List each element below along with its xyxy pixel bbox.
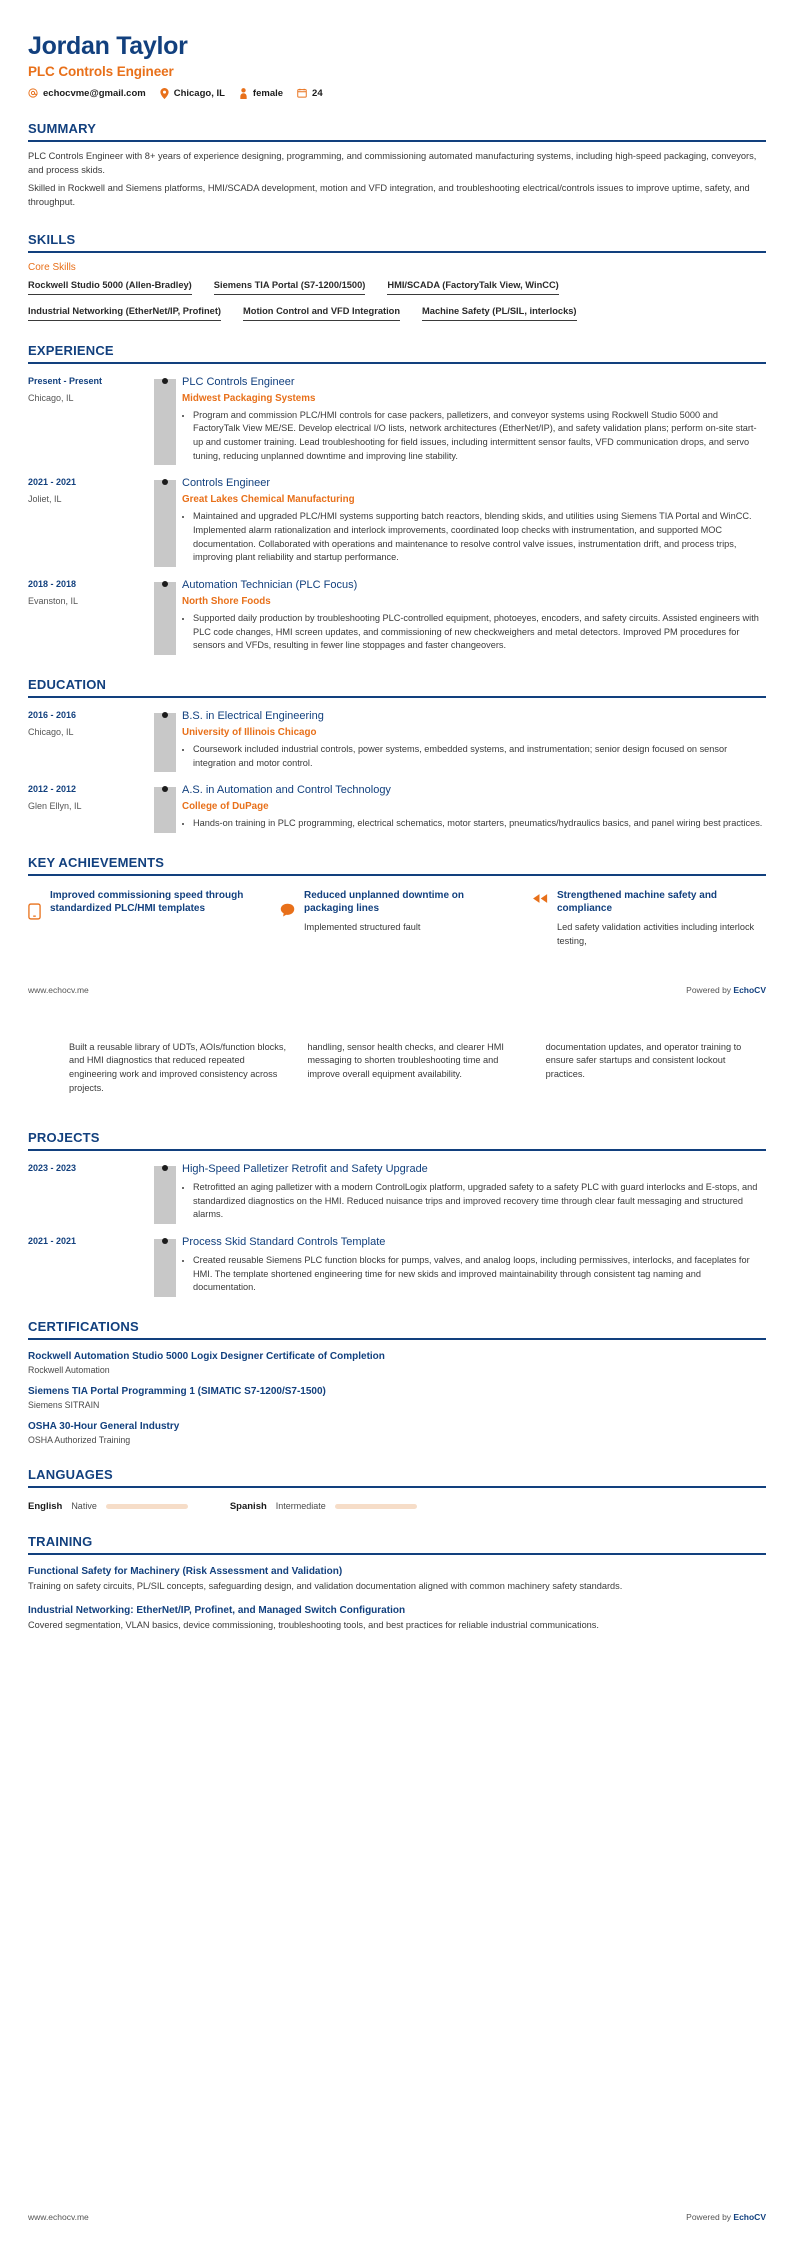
language-item xyxy=(28,1501,188,1512)
entry-location: Chicago, IL xyxy=(28,726,74,737)
achievement-text xyxy=(557,889,766,949)
training-name: Industrial Networking: EtherNet/IP, Profinet, and Managed Switch Configuration xyxy=(28,1604,406,1616)
candidate-name: Jordan Taylor xyxy=(28,32,188,60)
skills-heading: SKILLS xyxy=(28,231,76,247)
contact-location-text: Chicago, IL xyxy=(173,87,225,99)
certification-name: Siemens TIA Portal Programming 1 (SIMATIC S7-1200/S7-1500) xyxy=(28,1385,326,1397)
training-desc: Training on safety circuits, PL/SIL concepts, safeguarding design, and validation documentation aligned with common machinery safety standards. xyxy=(28,1580,623,1591)
footer-brand xyxy=(686,2212,766,2222)
language-progress-bar xyxy=(106,1504,188,1509)
footer-brand-name: EchoCV xyxy=(733,2212,766,2222)
entry-bullets xyxy=(182,510,766,564)
entry-content xyxy=(176,1163,766,1224)
projects-divider xyxy=(28,1149,766,1151)
training-item xyxy=(28,1605,766,1633)
entry-organization: Great Lakes Chemical Manufacturing xyxy=(182,494,355,506)
experience-entry xyxy=(28,579,766,655)
entry-role: Automation Technician (PLC Focus) xyxy=(182,578,358,591)
achievement-continued-text: Built a reusable library of UDTs, AOIs/function blocks, and HMI diagnostics that reduced repeated engineering work and improved consistency across projects. xyxy=(69,1041,287,1093)
experience-entry xyxy=(28,477,766,567)
entry-bullets xyxy=(182,409,766,463)
skill-tag: Machine Safety (PL/SIL, interlocks) xyxy=(422,306,576,321)
entry-content xyxy=(176,376,766,466)
section-key-achievements xyxy=(0,855,794,949)
entry-role: PLC Controls Engineer xyxy=(182,375,295,388)
certification-issuer: Rockwell Automation xyxy=(28,1364,110,1375)
achievement-text xyxy=(50,889,262,949)
bullet-item: • Maintained and upgraded PLC/HMI systems supporting batch reactors, blending skids, and utilities using Siemens TIA Portal and WinCC. Implemented alarm rationalization and interlock improvements, coordinated loop checks with instrumentation, and supported MOC documentation. Collaborated with operations and maintenance to resolve control valve issues, instrumentation drift, and process trips, improving plant reliability and startup performance. xyxy=(193,510,766,564)
entry-date: 2021 - 2021 xyxy=(28,477,77,488)
training-divider xyxy=(28,1553,766,1555)
page-footer xyxy=(0,2212,794,2222)
contact-item-location xyxy=(160,88,225,99)
key-achievements-heading: KEY ACHIEVEMENTS xyxy=(28,854,165,870)
achievement-desc: Led safety validation activities including interlock testing, xyxy=(557,921,755,946)
entry-bullets xyxy=(182,817,766,831)
skill-tag: Motion Control and VFD Integration xyxy=(243,306,400,321)
timeline-line xyxy=(154,1239,176,1297)
certifications-heading: CERTIFICATIONS xyxy=(28,1318,139,1334)
bullet-item: • Hands-on training in PLC programming, electrical schematics, motor starters, pneumatics/hydraulics basics, and panel wiring best practices. xyxy=(193,817,766,831)
rewind-icon xyxy=(532,889,548,949)
timeline-line xyxy=(154,713,176,772)
entry-content xyxy=(176,784,766,833)
project-entry xyxy=(28,1236,766,1297)
achievement-continued-text: documentation updates, and operator training to ensure safer startups and consistent lockout practices. xyxy=(545,1041,742,1080)
entry-date: 2016 - 2016 xyxy=(28,709,77,720)
project-title: High-Speed Palletizer Retrofit and Safety Upgrade xyxy=(182,1162,428,1175)
bullet-item: • Coursework included industrial controls, power systems, embedded systems, and instrumentation; senior design focused on sensor integration and motor control. xyxy=(193,743,766,770)
skill-tag: Rockwell Studio 5000 (Allen-Bradley) xyxy=(28,280,192,295)
entry-bullets xyxy=(182,1181,766,1222)
page-footer xyxy=(0,985,794,995)
achievement-title: Strengthened machine safety and compliance xyxy=(557,889,718,915)
section-experience xyxy=(0,343,794,655)
language-progress-bar xyxy=(335,1504,417,1509)
training-heading: TRAINING xyxy=(28,1533,93,1549)
achievement-card xyxy=(28,889,262,949)
summary-divider xyxy=(28,140,766,142)
certification-issuer: OSHA Authorized Training xyxy=(28,1434,131,1445)
language-name: Spanish xyxy=(229,1500,267,1512)
bullet-item: • Program and commission PLC/HMI controls for case packers, palletizers, and conveyor systems using Rockwell Studio 5000 and FactoryTalk View ME/SE. Develop electrical I/O lists, network architectures (EtherNet/IP), and safety validation plans; perform on-site start-up and customer training. Lead troubleshooting for field issues, including intermittent sensor faults, VFD communication drops, and servo tuning, reducing unplanned downtime and improving line stability. xyxy=(193,409,766,463)
language-level: Intermediate xyxy=(275,1501,326,1512)
summary-paragraph: PLC Controls Engineer with 8+ years of experience designing, programming, and commissioning automated manufacturing systems, including high-speed packaging, conveyors, and process skids. xyxy=(28,150,757,175)
entry-meta xyxy=(28,784,154,833)
skills-divider xyxy=(28,251,766,253)
certifications-divider xyxy=(28,1338,766,1340)
entry-meta xyxy=(28,477,154,567)
entry-bullets xyxy=(182,1254,766,1295)
entry-location: Joliet, IL xyxy=(28,494,62,505)
section-projects xyxy=(0,1130,794,1297)
project-entry xyxy=(28,1163,766,1224)
entry-bullets xyxy=(182,743,766,770)
section-education xyxy=(0,677,794,833)
entry-institution: College of DuPage xyxy=(182,801,269,813)
entry-meta xyxy=(28,1163,154,1224)
bullet-item: • Created reusable Siemens PLC function blocks for pumps, valves, and analog loops, including permissives, interlocks, and faceplates for HMI. The template shortened engineering time for new skids and improved maintainability through consistent tag naming and documentation. xyxy=(193,1254,766,1295)
skill-tag: Industrial Networking (EtherNet/IP, Profinet) xyxy=(28,306,221,321)
timeline-dot-icon xyxy=(162,378,168,384)
timeline-marker xyxy=(154,1236,176,1297)
entry-role: Controls Engineer xyxy=(182,477,271,490)
entry-meta xyxy=(28,376,154,466)
entry-meta xyxy=(28,579,154,655)
achievement-title: Reduced unplanned downtime on packaging lines xyxy=(304,889,464,915)
timeline-dot-icon xyxy=(162,479,168,485)
timeline-dot-icon xyxy=(162,1238,168,1244)
achievement-continued-row xyxy=(28,1041,766,1096)
key-achievements-divider xyxy=(28,874,766,876)
contact-email-text: echocvme@gmail.com xyxy=(43,87,146,99)
achievement-card xyxy=(280,889,514,949)
skills-list xyxy=(28,280,766,321)
section-training xyxy=(0,1534,794,1633)
education-entry xyxy=(28,784,766,833)
languages-heading: LANGUAGES xyxy=(28,1466,113,1482)
certification-name: Rockwell Automation Studio 5000 Logix Designer Certificate of Completion xyxy=(28,1350,385,1362)
footer-powered-label: Powered by xyxy=(686,984,734,995)
contact-item-email xyxy=(28,88,146,99)
achievement-card xyxy=(532,889,766,949)
skill-tag: HMI/SCADA (FactoryTalk View, WinCC) xyxy=(387,280,558,295)
achievement-desc: Implemented structured fault xyxy=(304,921,421,932)
entry-organization: North Shore Foods xyxy=(182,595,271,607)
footer-url[interactable]: www.echocv.me xyxy=(28,984,89,995)
person-icon xyxy=(239,88,248,99)
entry-institution: University of Illinois Chicago xyxy=(182,726,317,738)
entry-content xyxy=(176,1236,766,1297)
entry-meta xyxy=(28,710,154,772)
timeline-line xyxy=(154,379,176,466)
entry-content xyxy=(176,710,766,772)
entry-date: 2018 - 2018 xyxy=(28,578,77,589)
entry-date: 2023 - 2023 xyxy=(28,1162,77,1173)
entry-date: 2021 - 2021 xyxy=(28,1235,77,1246)
email-icon xyxy=(28,88,38,98)
footer-brand xyxy=(686,985,766,995)
contact-age-text: 24 xyxy=(312,87,323,99)
language-name: English xyxy=(28,1500,63,1512)
skills-row xyxy=(28,306,766,321)
bullet-item: • Retrofitted an aging palletizer with a modern ControlLogix platform, upgraded safety to a safety PLC with guard interlocks and E-stops, and standardized diagnostics on the HMI. Reduced nuisance trips and improved recovery time through clear fault messaging and structured alarms. xyxy=(193,1181,766,1222)
certification-name: OSHA 30-Hour General Industry xyxy=(28,1420,180,1432)
section-skills xyxy=(0,232,794,321)
location-pin-icon xyxy=(160,88,169,99)
timeline-dot-icon xyxy=(162,581,168,587)
contact-gender-text: female xyxy=(252,87,284,99)
training-desc: Covered segmentation, VLAN basics, device commissioning, troubleshooting tools, and best practices for reliable industrial communications. xyxy=(28,1619,599,1630)
projects-heading: PROJECTS xyxy=(28,1129,100,1145)
timeline-line xyxy=(154,480,176,567)
experience-heading: EXPERIENCE xyxy=(28,342,114,358)
timeline-marker xyxy=(154,710,176,772)
training-item xyxy=(28,1566,766,1594)
entry-degree: B.S. in Electrical Engineering xyxy=(182,709,324,722)
timeline-marker xyxy=(154,477,176,567)
project-title: Process Skid Standard Controls Template xyxy=(182,1235,386,1248)
timeline-marker xyxy=(154,579,176,655)
achievement-text xyxy=(304,889,514,949)
languages-divider xyxy=(28,1486,766,1488)
education-divider xyxy=(28,696,766,698)
timeline-dot-icon xyxy=(162,786,168,792)
summary-paragraph: Skilled in Rockwell and Siemens platforms, HMI/SCADA development, motion and VFD integration, and troubleshooting electrical/controls issues to improve uptime, safety, and throughput. xyxy=(28,182,750,207)
summary-heading: SUMMARY xyxy=(28,120,97,136)
section-summary xyxy=(0,121,794,210)
timeline-marker xyxy=(154,376,176,466)
section-languages xyxy=(0,1467,794,1512)
candidate-job-title: PLC Controls Engineer xyxy=(28,63,174,79)
certification-item xyxy=(28,1386,766,1410)
timeline-line xyxy=(154,1166,176,1224)
entry-degree: A.S. in Automation and Control Technology xyxy=(182,784,391,797)
certification-item xyxy=(28,1351,766,1375)
experience-entry xyxy=(28,376,766,466)
certification-issuer: Siemens SITRAIN xyxy=(28,1399,100,1410)
achievement-continued-text: handling, sensor health checks, and clearer HMI messaging to shorten troubleshooting time and improve overall equipment availability. xyxy=(307,1041,504,1080)
calendar-icon xyxy=(297,88,307,98)
footer-powered-label: Powered by xyxy=(686,2212,734,2222)
footer-brand-name: EchoCV xyxy=(733,984,766,995)
entry-organization: Midwest Packaging Systems xyxy=(182,392,316,404)
chat-bubble-icon xyxy=(280,889,295,949)
education-heading: EDUCATION xyxy=(28,676,107,692)
achievement-title: Improved commissioning speed through standardized PLC/HMI templates xyxy=(50,889,244,915)
timeline-marker xyxy=(154,784,176,833)
entry-location: Evanston, IL xyxy=(28,595,79,606)
experience-divider xyxy=(28,362,766,364)
entry-content xyxy=(176,579,766,655)
contact-row xyxy=(28,88,766,99)
language-item xyxy=(230,1501,417,1512)
education-entry xyxy=(28,710,766,772)
achievements-continued xyxy=(0,1041,794,1096)
entry-location: Chicago, IL xyxy=(28,392,74,403)
section-certifications xyxy=(0,1319,794,1445)
languages-list xyxy=(28,1501,766,1512)
skill-tag: Siemens TIA Portal (S7-1200/1500) xyxy=(214,280,366,295)
resume-header xyxy=(0,0,794,99)
training-name: Functional Safety for Machinery (Risk Assessment and Validation) xyxy=(28,1565,343,1577)
certification-item xyxy=(28,1421,766,1445)
mobile-device-icon xyxy=(28,889,41,949)
entry-bullets xyxy=(182,612,766,653)
entry-date: Present - Present xyxy=(28,375,103,386)
timeline-line xyxy=(154,582,176,655)
footer-url[interactable]: www.echocv.me xyxy=(28,2212,89,2222)
entry-meta xyxy=(28,1236,154,1297)
skills-row xyxy=(28,280,766,295)
entry-content xyxy=(176,477,766,567)
achievement-cards xyxy=(28,889,766,949)
contact-item-gender xyxy=(239,88,283,99)
timeline-dot-icon xyxy=(162,712,168,718)
bullet-item: • Supported daily production by troubleshooting PLC-controlled equipment, photoeyes, encoders, and safety circuits. Assisted engineers with PLC code changes, HMI screen updates, and commissioning of new checkweighers and metal detectors. Improved PM procedures for sensors and VFDs, resulting in fewer line stoppages and faster changeovers. xyxy=(193,612,766,653)
contact-item-age xyxy=(297,88,323,99)
skills-group-label: Core Skills xyxy=(28,261,76,273)
entry-date: 2012 - 2012 xyxy=(28,784,77,795)
entry-location: Glen Ellyn, IL xyxy=(28,801,82,812)
timeline-marker xyxy=(154,1163,176,1224)
timeline-dot-icon xyxy=(162,1165,168,1171)
language-level: Native xyxy=(71,1501,97,1512)
timeline-line xyxy=(154,787,176,833)
